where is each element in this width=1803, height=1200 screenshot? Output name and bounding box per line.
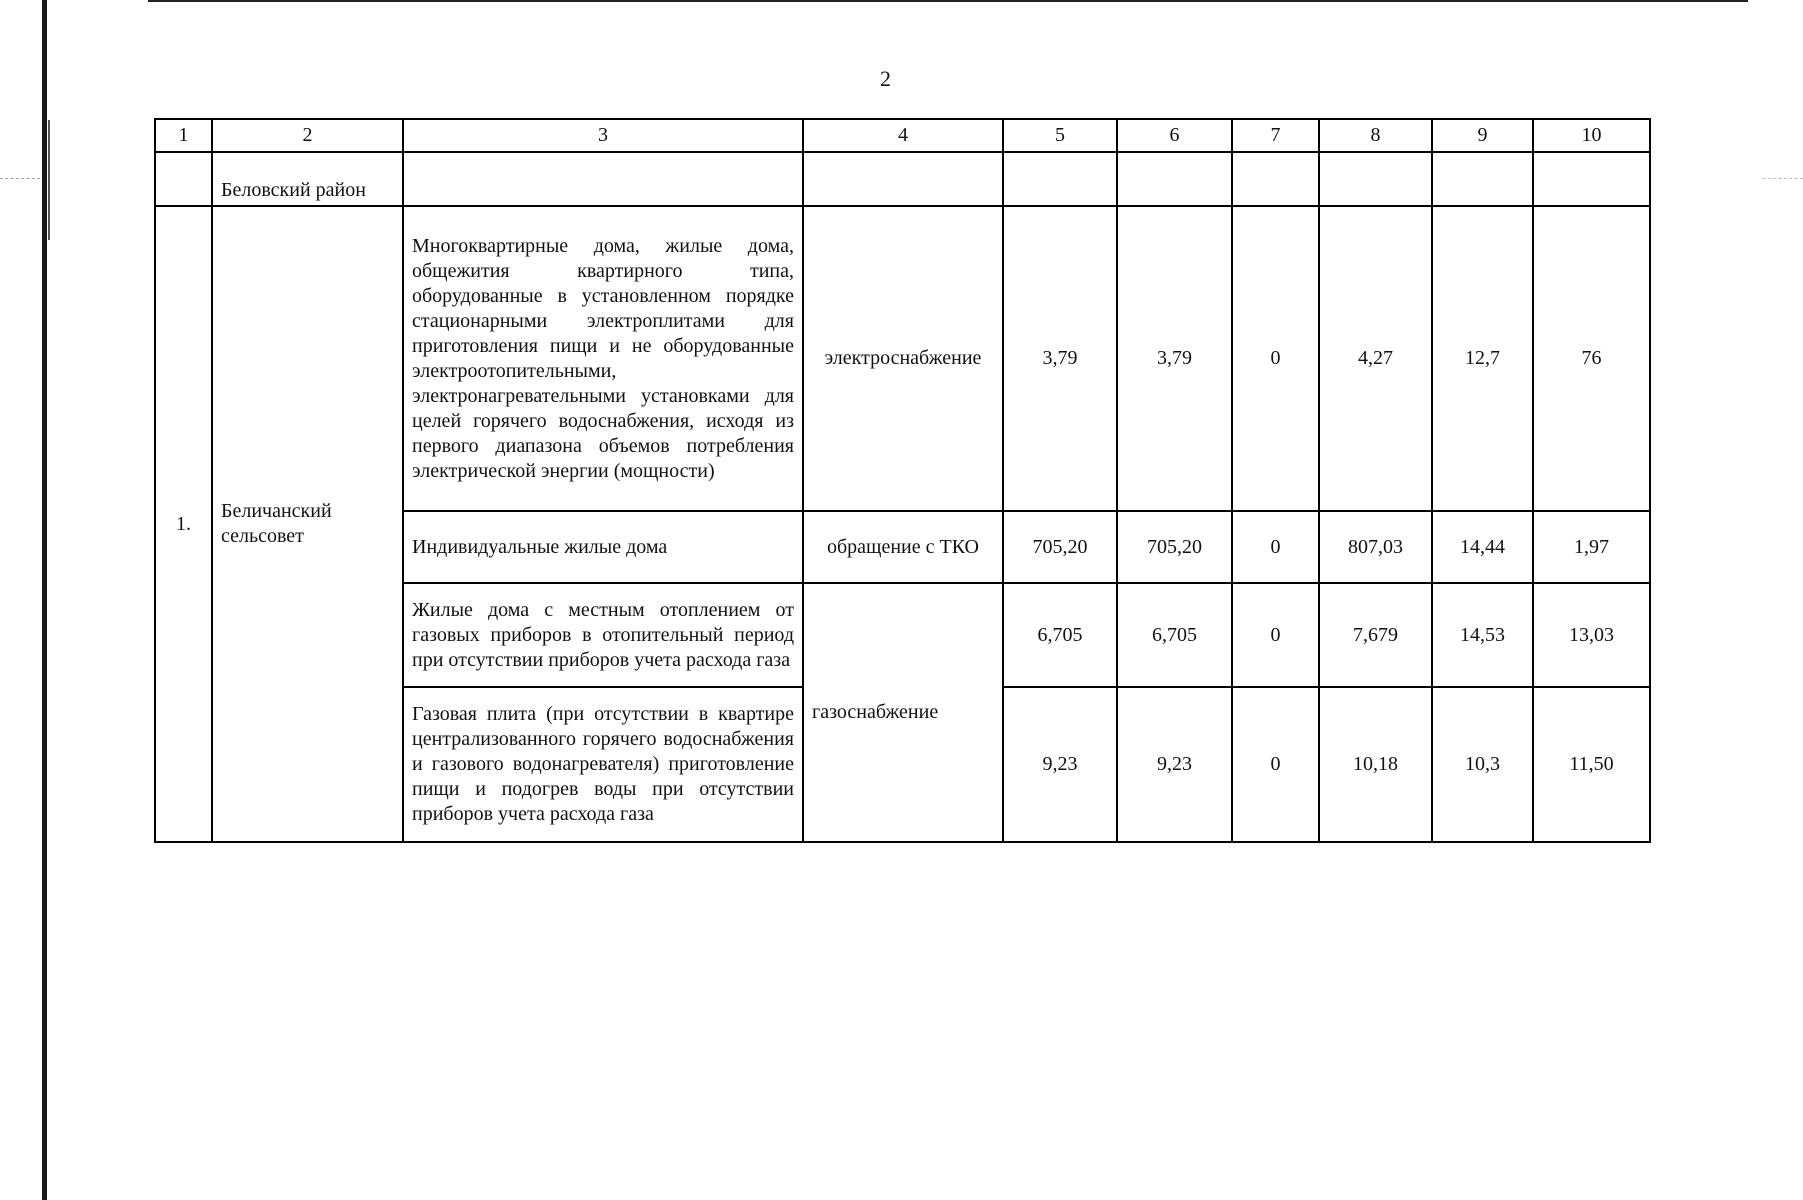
value-cell: 0 <box>1232 206 1319 511</box>
table-row <box>155 206 1650 511</box>
scan-dash-left <box>0 178 40 179</box>
col-header-2: 2 <box>212 119 403 152</box>
row-number: 1. <box>155 206 212 842</box>
value-cell: 7,679 <box>1319 583 1432 687</box>
value-cell: 3,79 <box>1117 206 1232 511</box>
col-header-5: 5 <box>1003 119 1117 152</box>
category-cell: Многоквартирные дома, жилые дома, общежития квартирного типа, оборудованные в установленном порядке стационарными электроплитами для приготовления пищи и не оборудованные электроотопительными, электронагревательными установками для целей горячего водоснабжения, исходя из первого диапазона объемов потребления электрической энергии (мощности) <box>403 206 803 511</box>
col-header-9: 9 <box>1432 119 1533 152</box>
col-header-1: 1 <box>155 119 212 152</box>
value-cell: 705,20 <box>1117 511 1232 583</box>
value-cell: 76 <box>1533 206 1650 511</box>
col-header-3: 3 <box>403 119 803 152</box>
service-cell: газоснабжение <box>803 583 1003 842</box>
value-cell: 12,7 <box>1432 206 1533 511</box>
value-cell: 1,97 <box>1533 511 1650 583</box>
value-cell: 807,03 <box>1319 511 1432 583</box>
value-cell: 14,44 <box>1432 511 1533 583</box>
value-cell: 705,20 <box>1003 511 1117 583</box>
value-cell: 6,705 <box>1117 583 1232 687</box>
col-header-4: 4 <box>803 119 1003 152</box>
value-cell: 9,23 <box>1003 687 1117 842</box>
col-header-8: 8 <box>1319 119 1432 152</box>
service-cell: электроснабжение <box>803 206 1003 511</box>
value-cell: 0 <box>1232 583 1319 687</box>
value-cell: 10,3 <box>1432 687 1533 842</box>
col-header-7: 7 <box>1232 119 1319 152</box>
value-cell: 13,03 <box>1533 583 1650 687</box>
value-cell: 9,23 <box>1117 687 1232 842</box>
value-cell: 14,53 <box>1432 583 1533 687</box>
value-cell: 4,27 <box>1319 206 1432 511</box>
column-number-row <box>155 119 1650 152</box>
value-cell: 10,18 <box>1319 687 1432 842</box>
scan-edge-bar <box>42 0 47 1200</box>
value-cell: 0 <box>1232 687 1319 842</box>
tariff-table <box>154 118 1651 843</box>
scan-dash-right <box>1763 178 1803 179</box>
value-cell: 0 <box>1232 511 1319 583</box>
value-cell: 11,50 <box>1533 687 1650 842</box>
service-cell: обращение с ТКО <box>803 511 1003 583</box>
category-cell: Газовая плита (при отсутствии в квартире централизованного горячего водоснабжения и газового водонагревателя) приготовление пищи и подогрев воды при отсутствии приборов учета расхода газа <box>403 687 803 842</box>
top-rule <box>148 0 1748 2</box>
value-cell: 6,705 <box>1003 583 1117 687</box>
district-name: Беловский район <box>212 152 403 206</box>
district-row <box>155 152 1650 206</box>
category-cell: Жилые дома с местным отоплением от газовых приборов в отопительный период при отсутствии приборов учета расхода газа <box>403 583 803 687</box>
value-cell: 3,79 <box>1003 206 1117 511</box>
category-cell: Индивидуальные жилые дома <box>403 511 803 583</box>
settlement-name: Беличанский сельсовет <box>212 206 403 842</box>
scan-edge-mark <box>48 120 50 240</box>
col-header-10: 10 <box>1533 119 1650 152</box>
col-header-6: 6 <box>1117 119 1232 152</box>
page-number: 2 <box>880 66 891 91</box>
